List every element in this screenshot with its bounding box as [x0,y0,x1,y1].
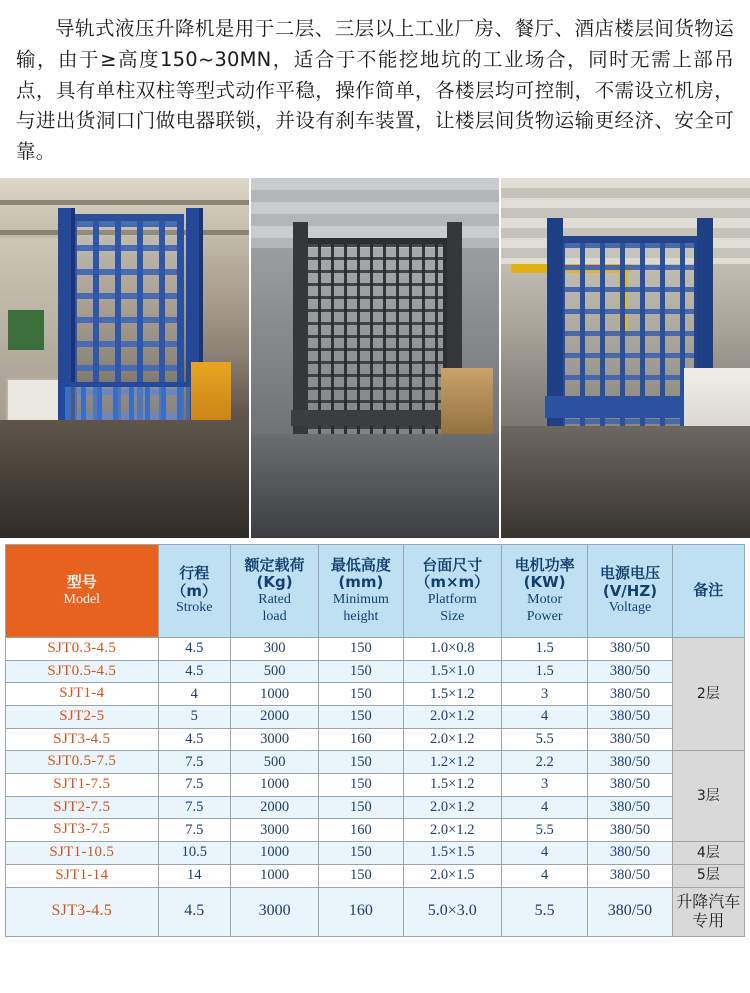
column-header-motor-power: 电机功率 (KW) Motor Power [501,544,587,637]
table-row [6,637,745,660]
cell-size: 1.5×1.5 [403,842,501,865]
cell-stroke: 4.5 [158,637,230,660]
cell-load: 300 [230,637,318,660]
cell-size: 5.0×3.0 [403,887,501,936]
cell-stroke: 7.5 [158,819,230,842]
intro-paragraph: 导轨式液压升降机是用于二层、三层以上工业厂房、餐厅、酒店楼层间货物运输，由于≥高度150~30MN，适合于不能挖地坑的工业场合，同时无需上部吊点，具有单柱双柱等型式动作平稳，操作简单，各楼层均可控制，不需设立机房，与进出货洞口门做电器联锁，并设有刹车装置，让楼层间货物运输更经济、安全可靠。 [16,17,734,164]
column-header-platform-size: 台面尺寸 （m×m） Platform Size [403,544,501,637]
cell-power: 5.5 [501,887,587,936]
column-header-stroke: 行程 （m） Stroke [158,544,230,637]
cell-stroke: 5 [158,706,230,729]
cell-voltage: 380/50 [588,842,672,865]
cell-power: 2.2 [501,751,587,774]
cell-remark [672,887,744,936]
cell-voltage: 380/50 [588,660,672,683]
cell-load: 1000 [230,683,318,706]
cell-load: 2000 [230,706,318,729]
cell-size: 2.0×1.2 [403,819,501,842]
cell-power: 5.5 [501,819,587,842]
cell-power: 4 [501,842,587,865]
cell-voltage: 380/50 [588,751,672,774]
table-row [6,864,745,887]
table-row [6,819,745,842]
remark-line-2: 专用 [692,910,725,930]
cell-load: 1000 [230,774,318,797]
cell-model: SJT2-5 [6,706,159,729]
cell-stroke: 4.5 [158,660,230,683]
cell-size: 1.2×1.2 [403,751,501,774]
cell-stroke: 4.5 [158,728,230,751]
cell-model: SJT3-4.5 [6,728,159,751]
cell-model: SJT3-7.5 [6,819,159,842]
photo-blue-frame-lift [501,178,750,538]
table-row [6,660,745,683]
cell-load: 1000 [230,864,318,887]
remark-line-1: 升降汽车 [676,891,741,911]
cell-height: 160 [319,887,403,936]
cell-height: 150 [319,842,403,865]
photo-dark-mesh-lift [251,178,500,538]
cell-model: SJT1-4 [6,683,159,706]
cell-power: 5.5 [501,728,587,751]
table-row [6,751,745,774]
cell-load: 3000 [230,887,318,936]
cell-load: 500 [230,660,318,683]
cell-height: 160 [319,728,403,751]
cell-height: 150 [319,660,403,683]
column-header-voltage: 电源电压 (V/HZ) Voltage [588,544,672,637]
cell-remark: 4层 [672,842,744,865]
table-row [6,683,745,706]
cell-stroke: 7.5 [158,751,230,774]
specification-table [5,544,745,937]
cell-height: 150 [319,864,403,887]
roof-beam-shape [0,200,249,205]
cell-height: 150 [319,751,403,774]
cell-load: 2000 [230,796,318,819]
cell-size: 2.0×1.2 [403,706,501,729]
floor-shape [501,426,750,538]
table-row [6,842,745,865]
cell-voltage: 380/50 [588,637,672,660]
green-panel-shape [8,310,44,350]
cell-load: 500 [230,751,318,774]
cell-size: 1.5×1.2 [403,683,501,706]
cell-height: 150 [319,637,403,660]
cell-remark: 3层 [672,751,744,842]
crate-shape [441,368,493,442]
column-header-minimum-height: 最低高度 (mm) Minimum height [319,544,403,637]
table-row [6,728,745,751]
cell-stroke: 10.5 [158,842,230,865]
cell-size: 1.5×1.2 [403,774,501,797]
floor-shape [0,420,249,538]
cell-voltage: 380/50 [588,796,672,819]
cell-power: 3 [501,774,587,797]
cell-height: 160 [319,819,403,842]
product-photo-strip [0,178,750,538]
cell-stroke: 14 [158,864,230,887]
cell-voltage: 380/50 [588,728,672,751]
cell-stroke: 7.5 [158,774,230,797]
cell-voltage: 380/50 [588,887,672,936]
cell-remark: 5层 [672,864,744,887]
cell-power: 4 [501,864,587,887]
cell-stroke: 7.5 [158,796,230,819]
cell-remark: 2层 [672,637,744,750]
cell-power: 1.5 [501,660,587,683]
cell-load: 3000 [230,819,318,842]
cell-size: 1.5×1.0 [403,660,501,683]
cell-power: 4 [501,796,587,819]
cell-model: SJT1-14 [6,864,159,887]
cell-model: SJT1-7.5 [6,774,159,797]
photo-blue-guide-rail-lift [0,178,249,538]
cell-stroke: 4 [158,683,230,706]
cell-model: SJT3-4.5 [6,887,159,936]
cell-voltage: 380/50 [588,706,672,729]
cell-model: SJT0.5-7.5 [6,751,159,774]
cell-size: 1.0×0.8 [403,637,501,660]
cell-model: SJT2-7.5 [6,796,159,819]
lift-platform-shape [291,410,461,426]
cell-size: 2.0×1.5 [403,864,501,887]
table-row [6,796,745,819]
cell-height: 150 [319,683,403,706]
cell-height: 150 [319,774,403,797]
cell-model: SJT0.5-4.5 [6,660,159,683]
table-row [6,887,745,936]
cell-power: 4 [501,706,587,729]
floor-shape [251,434,500,538]
cell-model: SJT1-10.5 [6,842,159,865]
cell-size: 2.0×1.2 [403,796,501,819]
cell-load: 1000 [230,842,318,865]
cell-voltage: 380/50 [588,774,672,797]
cell-voltage: 380/50 [588,683,672,706]
column-header-remark: 备注 [672,544,744,637]
cell-height: 150 [319,706,403,729]
cell-model: SJT0.3-4.5 [6,637,159,660]
cell-power: 3 [501,683,587,706]
cell-voltage: 380/50 [588,819,672,842]
cell-height: 150 [319,796,403,819]
table-header-row [6,544,745,637]
cell-stroke: 4.5 [158,887,230,936]
cell-size: 2.0×1.2 [403,728,501,751]
cell-voltage: 380/50 [588,864,672,887]
column-header-rated-load: 额定载荷 (Kg) Rated load [230,544,318,637]
table-row [6,774,745,797]
cell-load: 3000 [230,728,318,751]
column-header-model: 型号 Model [6,544,159,637]
cell-power: 1.5 [501,637,587,660]
table-row [6,706,745,729]
